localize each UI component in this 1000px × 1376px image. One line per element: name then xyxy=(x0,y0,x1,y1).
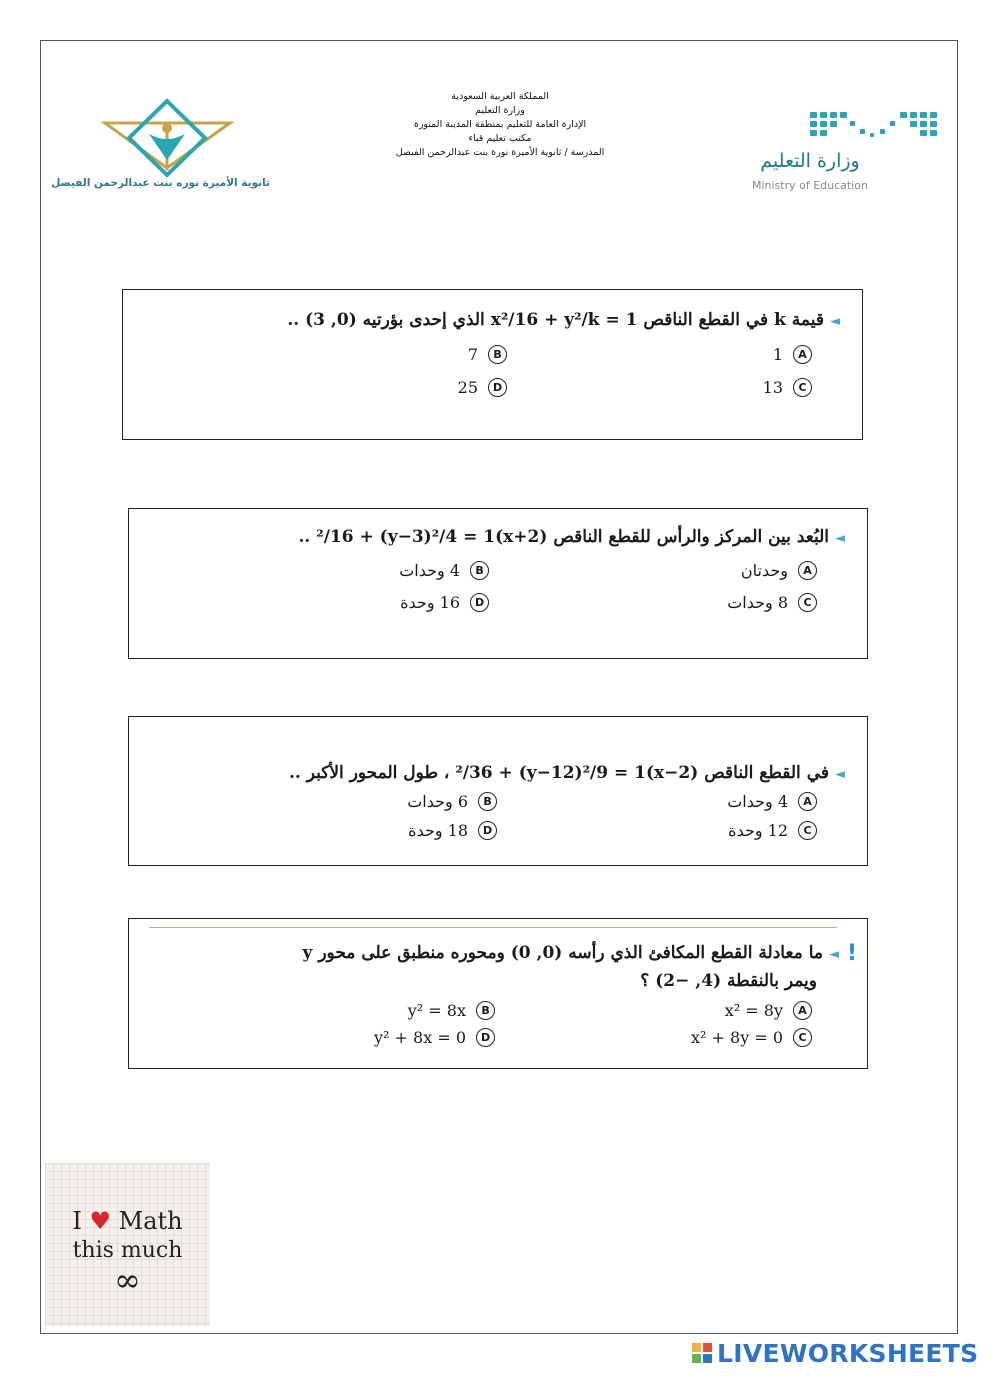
option-value: y² + 8x = 0 xyxy=(374,1028,466,1047)
option-a[interactable] xyxy=(727,792,817,811)
option-c[interactable] xyxy=(727,593,817,612)
option-value: 13 xyxy=(762,378,783,397)
option-value: 8 وحدات xyxy=(727,593,788,612)
infinity-icon: ∞ xyxy=(114,1261,141,1299)
option-letter: B xyxy=(488,345,507,364)
option-b[interactable] xyxy=(408,1001,495,1020)
option-value: 16 وحدة xyxy=(400,593,460,612)
header-line: المدرسة / ثانوية الأميرة نورة بنت عبدالرحمن الفيصل xyxy=(395,147,605,158)
option-value: 6 وحدات xyxy=(407,792,468,811)
option-value: 18 وحدة xyxy=(408,821,468,840)
math-card-line1: I ♥ Math xyxy=(72,1207,183,1235)
option-letter: C xyxy=(793,378,812,397)
header-text xyxy=(330,90,670,160)
arrow-icon: ◄ xyxy=(835,531,845,546)
arrow-icon: ◄ xyxy=(829,947,839,962)
option-letter: C xyxy=(798,593,817,612)
arrow-icon: ◄ xyxy=(835,767,845,782)
question-box-4 xyxy=(128,918,868,1069)
option-value: x² + 8y = 0 xyxy=(691,1028,783,1047)
option-c[interactable] xyxy=(763,378,812,397)
header-line: وزارة التعليم xyxy=(475,105,525,116)
question-text: ◄البُعد بين المركز والرأس للقطع الناقص (x+2)²/16 + (y−3)²/4 = 1 .. xyxy=(298,527,845,547)
option-value: 1 xyxy=(772,345,783,364)
option-letter: D xyxy=(488,378,507,397)
divider-line xyxy=(149,927,837,928)
header-line: الإدارة العامة للتعليم بمنطقة المدينة المنورة xyxy=(413,119,587,130)
option-b[interactable] xyxy=(399,561,489,580)
option-value: y² = 8x xyxy=(407,1001,466,1020)
question-text: ◄ما معادلة القطع المكافئ الذي رأسه (0, 0) ومحوره منطبق على محور y xyxy=(302,943,839,963)
option-letter: A xyxy=(798,792,817,811)
option-c[interactable] xyxy=(728,821,817,840)
option-value: 4 وحدات xyxy=(399,561,460,580)
option-b[interactable] xyxy=(468,345,507,364)
option-value: 12 وحدة xyxy=(728,821,788,840)
liveworksheets-text: LIVEWORKSHEETS xyxy=(717,1338,979,1368)
question-text: ◄في القطع الناقص (x−2)²/36 + (y−12)²/9 = 1 ، طول المحور الأكبر .. xyxy=(289,763,845,783)
option-value: 7 xyxy=(467,345,478,364)
liveworksheets-grid-icon xyxy=(692,1343,712,1363)
ministry-english: Ministry of Education xyxy=(751,179,868,192)
ministry-arabic: وزارة التعليم xyxy=(760,150,860,172)
option-letter: D xyxy=(478,821,497,840)
option-letter: C xyxy=(793,1028,812,1047)
question-text-line2: ويمر بالنقطة (4, −2) ؟ xyxy=(640,971,817,991)
option-letter: C xyxy=(798,821,817,840)
header-line: مكتب تعليم قباء xyxy=(468,133,532,144)
option-letter: A xyxy=(793,1001,812,1020)
option-value: 25 xyxy=(457,378,478,397)
option-letter: A xyxy=(798,561,817,580)
header-line: المملكة العربية السعودية xyxy=(451,91,549,102)
option-letter: D xyxy=(476,1028,495,1047)
school-name: ثانوية الأميرة نوره بنت عبدالرحمن الفيصل xyxy=(51,177,270,189)
option-value: 4 وحدات xyxy=(727,792,788,811)
question-text: ◄قيمة k في القطع الناقص x²/16 + y²/k = 1 الذي إحدى بؤرتيه (0, 3) .. xyxy=(287,310,840,330)
option-d[interactable] xyxy=(458,378,507,397)
option-a[interactable] xyxy=(725,1001,812,1020)
option-d[interactable] xyxy=(408,821,497,840)
option-letter: D xyxy=(470,593,489,612)
liveworksheets-logo[interactable] xyxy=(692,1337,978,1369)
page-frame xyxy=(40,40,958,1334)
math-card-line2: this much xyxy=(72,1238,183,1263)
option-c[interactable] xyxy=(691,1028,812,1047)
option-value: وحدتان xyxy=(740,561,788,580)
option-letter: B xyxy=(470,561,489,580)
question-box-1 xyxy=(122,289,863,440)
option-letter: A xyxy=(793,345,812,364)
heart-icon: ♥ xyxy=(89,1207,111,1235)
question-box-2 xyxy=(128,508,868,659)
question-box-3 xyxy=(128,716,868,866)
exclamation-icon: ! xyxy=(846,941,857,966)
option-b[interactable] xyxy=(407,792,497,811)
option-a[interactable] xyxy=(773,345,812,364)
option-letter: B xyxy=(478,792,497,811)
option-d[interactable] xyxy=(374,1028,495,1047)
option-a[interactable] xyxy=(741,561,817,580)
math-card-image xyxy=(45,1163,210,1326)
option-letter: B xyxy=(476,1001,495,1020)
arrow-icon: ◄ xyxy=(830,314,840,329)
option-d[interactable] xyxy=(400,593,489,612)
option-value: x² = 8y xyxy=(724,1001,783,1020)
